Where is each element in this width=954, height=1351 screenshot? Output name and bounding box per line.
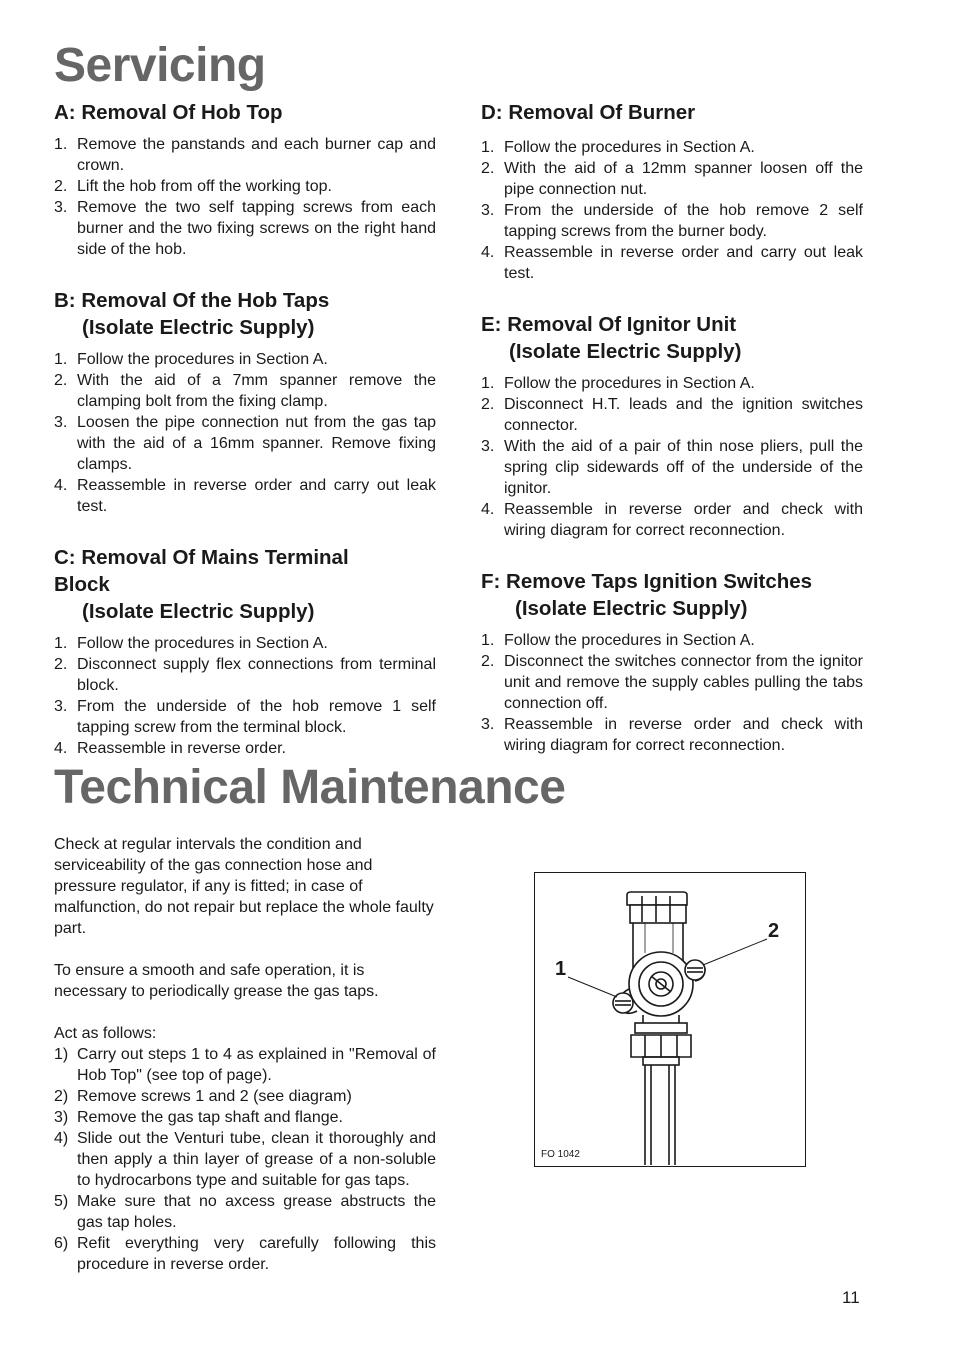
list-item: 3. With the aid of a pair of thin nose pliers, pull the spring clip sidewards off of the underside of the ignitor. xyxy=(481,438,863,497)
list-item: 2. With the aid of a 12mm spanner loosen off the pipe connection nut. xyxy=(481,160,863,198)
list-item: 1. Follow the procedures in Section A. xyxy=(481,632,755,649)
procedure-list xyxy=(54,134,436,260)
section-c xyxy=(54,544,436,759)
section-heading: A: Removal Of Hob Top xyxy=(54,101,283,124)
figure-code: FO 1042 xyxy=(541,1149,580,1160)
maintenance-column xyxy=(54,834,436,1275)
list-item: 1. Follow the procedures in Section A. xyxy=(54,351,328,368)
list-item: 2. Disconnect the switches connector from the ignitor unit and remove the supply cables pulling the tabs connection off. xyxy=(481,653,863,712)
page-number: 11 xyxy=(842,1288,860,1307)
list-item: 1) Carry out steps 1 to 4 as explained in "Removal of Hob Top" (see top of page). xyxy=(54,1046,436,1084)
gas-tap-drawing xyxy=(535,873,804,1165)
list-item: 1. Follow the procedures in Section A. xyxy=(481,139,755,156)
procedure-list xyxy=(481,137,863,284)
list-item: 1. Remove the panstands and each burner cap and crown. xyxy=(54,136,436,174)
section-f xyxy=(481,568,863,756)
section-b xyxy=(54,287,436,517)
maintenance-intro: Act as follows: xyxy=(54,1025,157,1042)
list-item: 2. Disconnect supply flex connections from terminal block. xyxy=(54,656,436,694)
list-item: 3. Reassemble in reverse order and check with wiring diagram for correct reconnection. xyxy=(481,716,863,754)
procedure-list xyxy=(54,349,436,517)
maintenance-paragraph: Check at regular intervals the condition and serviceability of the gas connection hose and pressure regulator, if any is fitted; in case of malfunction, do not repair but replace the whole faulty part. xyxy=(54,836,434,937)
callout-2: 2 xyxy=(768,920,780,942)
list-item: 4. Reassemble in reverse order and carry out leak test. xyxy=(54,477,436,515)
procedure-list xyxy=(481,373,863,541)
section-e xyxy=(481,311,863,541)
list-item: 4. Reassemble in reverse order. xyxy=(54,740,286,757)
procedure-list xyxy=(481,630,863,756)
section-heading: D: Removal Of Burner xyxy=(481,101,696,124)
list-item: 3) Remove the gas tap shaft and flange. xyxy=(54,1109,343,1126)
list-item: 2) Remove screws 1 and 2 (see diagram) xyxy=(54,1088,352,1105)
list-item: 6) Refit everything very carefully following this procedure in reverse order. xyxy=(54,1235,436,1273)
list-item: 2. With the aid of a 7mm spanner remove the clamping bolt from the fixing clamp. xyxy=(54,372,436,410)
procedure-list xyxy=(54,633,436,759)
section-heading: C: Removal Of Mains Terminal Block (Isolate Electric Supply) xyxy=(54,546,349,623)
list-item: 2. Lift the hob from off the working top. xyxy=(54,178,332,195)
servicing-left-column xyxy=(54,99,436,786)
list-item: 1. Follow the procedures in Section A. xyxy=(54,635,328,652)
list-item: 2. Disconnect H.T. leads and the ignition switches connector. xyxy=(481,396,863,434)
section-heading: B: Removal Of the Hob Taps (Isolate Electric Supply) xyxy=(54,289,330,339)
section-heading: F: Remove Taps Ignition Switches (Isolate Electric Supply) xyxy=(481,570,813,620)
section-d xyxy=(481,99,863,284)
callout-1: 1 xyxy=(555,958,567,980)
maintenance-paragraph: To ensure a smooth and safe operation, it is necessary to periodically grease the gas taps. xyxy=(54,962,379,1000)
list-item: 3. From the underside of the hob remove 2 self tapping screws from the burner body. xyxy=(481,202,863,240)
servicing-title: Servicing xyxy=(54,39,266,92)
list-item: 3. Loosen the pipe connection nut from the gas tap with the aid of a 16mm spanner. Remove fixing clamps. xyxy=(54,414,436,473)
maintenance-title: Technical Maintenance xyxy=(54,761,566,814)
list-item: 4. Reassemble in reverse order and carry out leak test. xyxy=(481,244,863,282)
list-item: 1. Follow the procedures in Section A. xyxy=(481,375,755,392)
gas-tap-diagram xyxy=(534,872,806,1167)
maintenance-steps xyxy=(54,1044,436,1275)
section-a xyxy=(54,99,436,260)
list-item: 5) Make sure that no axcess grease abstructs the gas tap holes. xyxy=(54,1193,436,1231)
list-item: 3. Remove the two self tapping screws from each burner and the two fixing screws on the right hand side of the hob. xyxy=(54,199,436,258)
list-item: 4) Slide out the Venturi tube, clean it thoroughly and then apply a thin layer of grease of a non-soluble to hydrocarbons type and suitable for gas taps. xyxy=(54,1130,436,1189)
list-item: 4. Reassemble in reverse order and check with wiring diagram for correct reconnection. xyxy=(481,501,863,539)
section-heading: E: Removal Of Ignitor Unit (Isolate Electric Supply) xyxy=(481,313,742,363)
list-item: 3. From the underside of the hob remove 1 self tapping screw from the terminal block. xyxy=(54,698,436,736)
servicing-right-column xyxy=(481,99,863,783)
